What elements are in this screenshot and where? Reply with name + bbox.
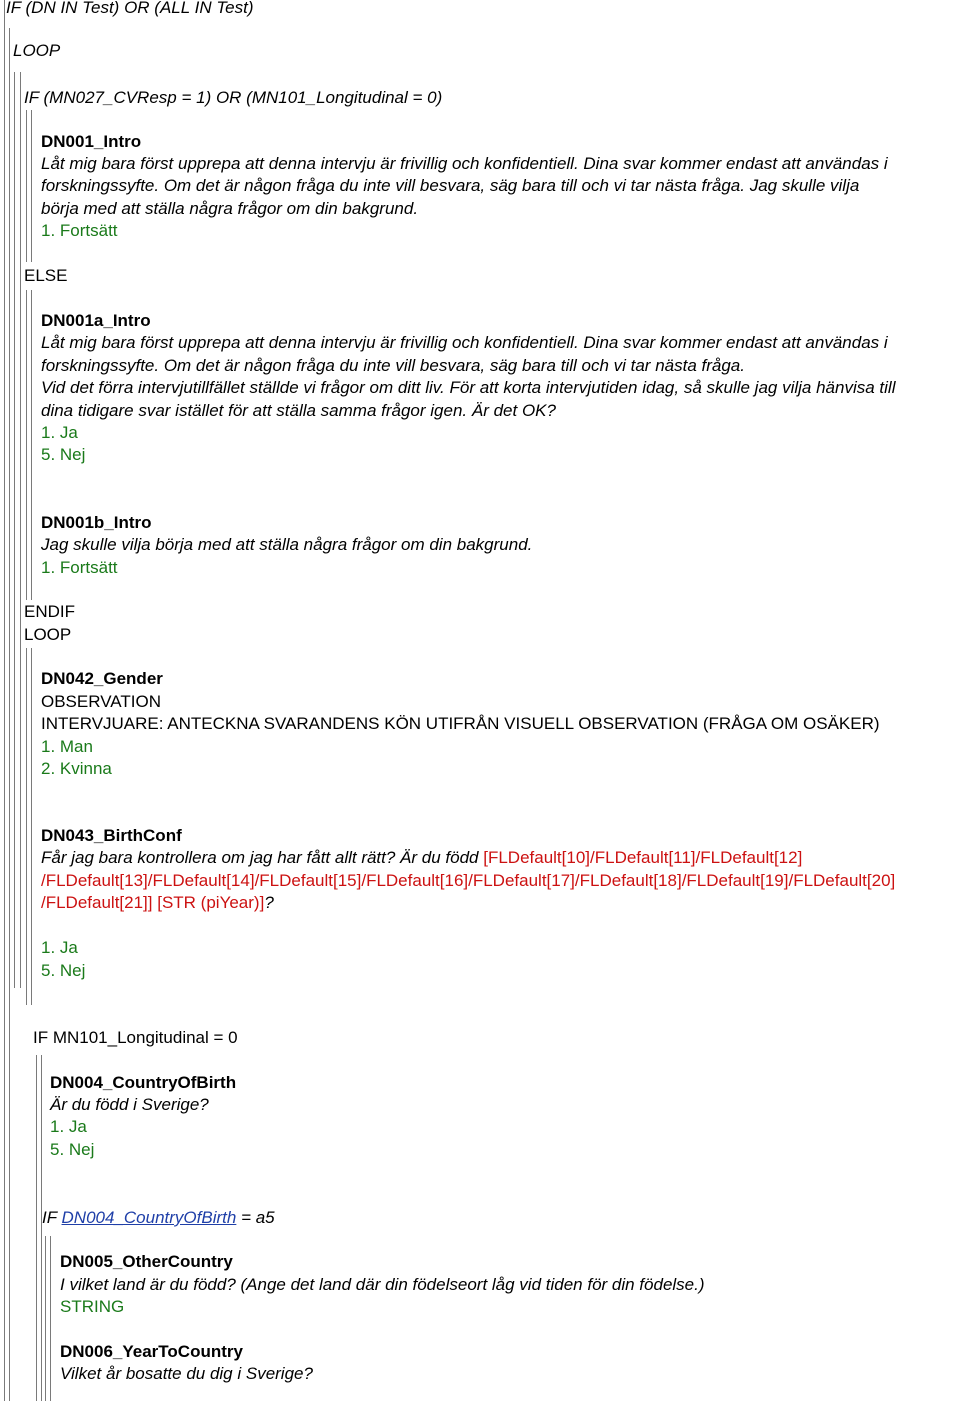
- answer-option: 2. Kvinna: [41, 759, 112, 778]
- if-condition: IF MN101_Longitudinal = 0: [33, 1028, 238, 1047]
- nesting-line: [31, 110, 32, 262]
- answer-option: 1. Ja: [41, 938, 78, 957]
- question-text: forskningssyfte. Om det är någon fråga du inte vill besvara, säg bara till och vi tar nästa fråga. Jag skulle vilja: [41, 176, 860, 195]
- nesting-line: [14, 72, 15, 988]
- question-text: I vilket land är du född? (Ange det land där din födelseort låg vid tiden för din födelse.): [60, 1275, 705, 1294]
- answer-option: 5. Nej: [50, 1140, 95, 1159]
- fill-expression: /FLDefault[13]/FLDefault[14]/FLDefault[15]/FLDefault[16]/FLDefault[17]/FLDefault[18]/FLDefault[19]/FLDefault[20]: [41, 871, 896, 890]
- nesting-line: [31, 290, 32, 600]
- question-name: DN004_CountryOfBirth: [50, 1073, 237, 1092]
- answer-type: STRING: [60, 1297, 125, 1316]
- question-text: börja med att ställa några frågor om din bakgrund.: [41, 199, 419, 218]
- answer-option: 1. Ja: [41, 423, 78, 442]
- outer-if-condition: IF (DN IN Test) OR (ALL IN Test): [6, 0, 254, 17]
- question-name: DN005_OtherCountry: [60, 1252, 233, 1271]
- question-name: DN006_YearToCountry: [60, 1342, 243, 1361]
- question-text: Låt mig bara först upprepa att denna intervju är frivillig och konfidentiell. Dina svar kommer endast att användas i: [41, 333, 888, 352]
- answer-option: 5. Nej: [41, 445, 86, 464]
- question-text: Är du född i Sverige?: [50, 1095, 209, 1114]
- else-label: ELSE: [24, 266, 68, 285]
- answer-option: 5. Nej: [41, 961, 86, 980]
- loop-label: LOOP: [13, 41, 61, 60]
- answer-option: 1. Man: [41, 737, 93, 756]
- question-text-end: ?: [264, 893, 274, 912]
- nesting-line: [26, 110, 27, 262]
- nesting-line: [26, 290, 27, 600]
- question-text: [41, 892, 274, 915]
- answer-option: 1. Fortsätt: [41, 221, 118, 240]
- question-text-start: Får jag bara kontrollera om jag har fått allt rätt? Är du född: [41, 848, 484, 867]
- question-name: DN001_Intro: [41, 132, 142, 151]
- if-condition: [42, 1207, 275, 1230]
- answer-option: 1. Ja: [50, 1117, 87, 1136]
- question-text: Jag skulle vilja börja med att ställa några frågor om din bakgrund.: [41, 535, 533, 554]
- inner-if-condition: IF (MN027_CVResp = 1) OR (MN101_Longitudinal = 0): [24, 88, 443, 107]
- endif-label: ENDIF: [24, 602, 75, 621]
- nesting-line: [31, 648, 32, 1005]
- loop-label: LOOP: [24, 625, 72, 644]
- nesting-line: [4, 0, 5, 1401]
- question-text: Vilket år bosatte du dig i Sverige?: [60, 1364, 313, 1383]
- question-text: [41, 847, 802, 870]
- if-value: = a5: [236, 1208, 275, 1227]
- question-name: DN001b_Intro: [41, 513, 152, 532]
- question-text: Låt mig bara först upprepa att denna intervju är frivillig och konfidentiell. Dina svar kommer endast att användas i: [41, 154, 888, 173]
- nesting-line: [26, 648, 27, 1005]
- nesting-line: [20, 72, 21, 988]
- question-link[interactable]: DN004_CountryOfBirth: [61, 1208, 237, 1227]
- question-text: forskningssyfte. Om det är någon fråga du inte vill besvara, säg bara till och vi tar nästa fråga.: [41, 356, 745, 375]
- nesting-line: [50, 1236, 51, 1401]
- if-keyword: IF: [42, 1208, 62, 1227]
- nesting-line: [36, 1055, 37, 1401]
- question-name: DN001a_Intro: [41, 311, 151, 330]
- fill-expression: [FLDefault[10]/FLDefault[11]/FLDefault[12]: [483, 848, 803, 867]
- nesting-line: [9, 28, 10, 1401]
- nesting-line: [45, 1236, 46, 1401]
- observation-label: OBSERVATION: [41, 692, 161, 711]
- question-name: DN043_BirthConf: [41, 826, 182, 845]
- question-text: dina tidigare svar istället för att ställa samma frågor igen. Är det OK?: [41, 401, 556, 420]
- question-text: Vid det förra intervjutillfället ställde vi frågor om ditt liv. För att korta intervjutiden idag, så skulle jag vilja hänvisa till: [41, 378, 896, 397]
- answer-option: 1. Fortsätt: [41, 558, 118, 577]
- question-name: DN042_Gender: [41, 669, 163, 688]
- interviewer-instruction: INTERVJUARE: ANTECKNA SVARANDENS KÖN UTIFRÅN VISUELL OBSERVATION (FRÅGA OM OSÄKER): [41, 714, 880, 733]
- fill-expression: /FLDefault[21]] [STR (piYear)]: [41, 893, 265, 912]
